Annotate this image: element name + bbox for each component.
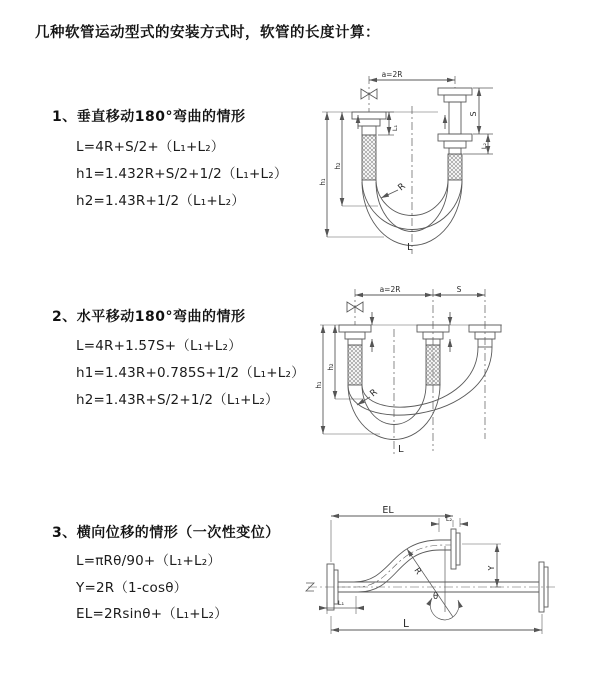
diagram-vertical-180-bend (312, 66, 596, 262)
label-r: R (368, 387, 380, 400)
diagram-lateral-displacement (300, 504, 600, 644)
label-l1: L₁ (391, 124, 399, 132)
label-y: Y (487, 565, 496, 571)
top-right-flange (451, 529, 460, 569)
label-l1: L₁ (337, 599, 345, 607)
section-2-formula-h2: h2=1.43R+S/2+1/2（L₁+L₂） (76, 392, 279, 408)
label-h1: h₁ (319, 178, 327, 186)
label-h1: h₁ (315, 381, 323, 389)
section-2-formula-L: L=4R+1.57S+（L₁+L₂） (76, 338, 242, 354)
label-r: R (411, 566, 424, 577)
section-3-formula-L: L=πRθ/90+（L₁+L₂） (76, 553, 222, 569)
section-1-heading: 1、垂直移动180°弯曲的情形 (52, 109, 246, 125)
label-s: S (469, 111, 478, 117)
dimension-el (331, 516, 453, 562)
label-l: L (398, 444, 404, 455)
movement-arrows (358, 115, 445, 132)
label-l2: L₂ (445, 515, 453, 523)
dimension-l2 (463, 134, 493, 154)
label-h2: h₂ (334, 162, 342, 170)
label-l: L (407, 242, 413, 253)
right-pipe-flanges (438, 88, 472, 180)
section-2-formula-h1: h1=1.43R+0.785S+1/2（L₁+L₂） (76, 365, 305, 381)
label-a2r: a=2R (381, 70, 403, 79)
diagram-horizontal-180-bend (310, 281, 600, 459)
label-r: R (396, 181, 408, 194)
left-pipe-flange (352, 112, 386, 180)
section-3-heading: 3、横向位移的情形（一次性变位） (52, 525, 280, 541)
section-1-formula-h2: h2=1.43R+1/2（L₁+L₂） (76, 193, 245, 209)
label-el: EL (382, 505, 394, 516)
label-theta: θ (433, 592, 439, 602)
label-s: S (456, 285, 462, 294)
center-lines (369, 76, 455, 254)
section-3-formula-Y: Y=2R（1-cosθ） (76, 580, 188, 596)
left-pipe-flange (339, 325, 371, 385)
dimension-y (462, 544, 501, 587)
section-1-formula-h1: h1=1.432R+S/2+1/2（L₁+L₂） (76, 166, 288, 182)
section-2-heading: 2、水平移动180°弯曲的情形 (52, 309, 246, 325)
label-l2: L₂ (480, 142, 488, 150)
radius-leader (381, 190, 398, 198)
label-l: L (403, 618, 409, 630)
section-1-formula-L: L=4R+S/2+（L₁+L₂） (76, 139, 225, 155)
displaced-hose-s-curve (338, 540, 451, 592)
label-h2: h₂ (327, 363, 335, 371)
page-title: 几种软管运动型式的安装方式时，软管的长度计算： (35, 25, 380, 41)
section-3-formula-EL: EL=2Rsinθ+（L₁+L₂） (76, 606, 228, 622)
dimension-s (473, 88, 493, 134)
label-a2r: a=2R (379, 285, 401, 294)
